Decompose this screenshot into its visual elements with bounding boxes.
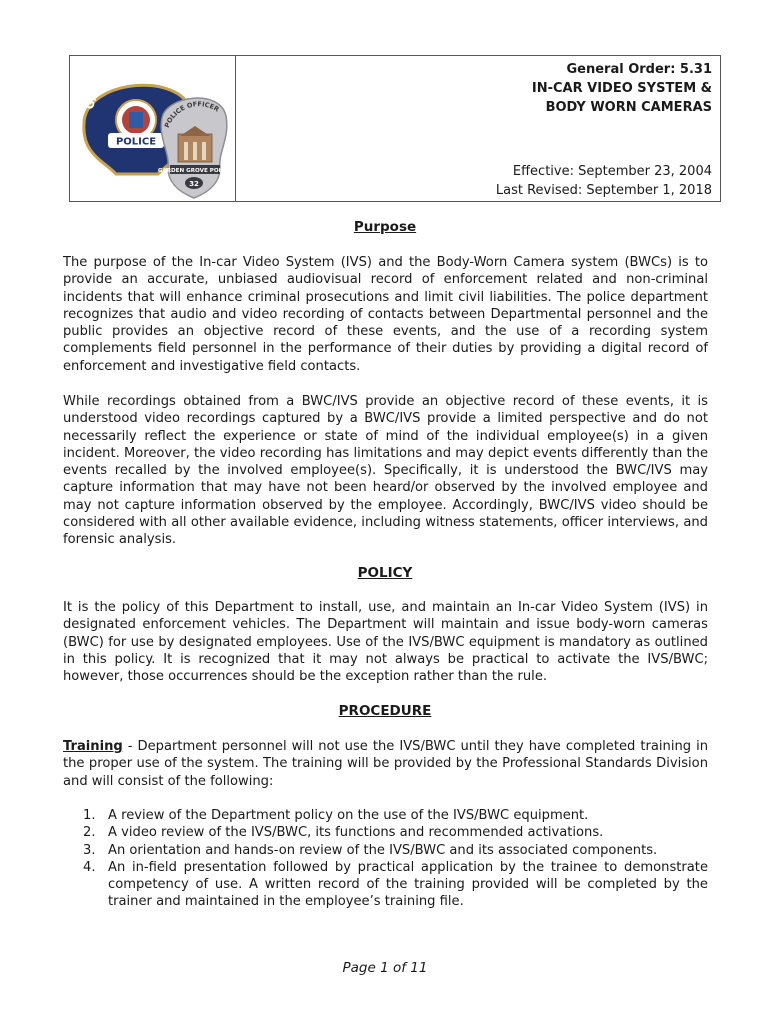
training-label: Training	[63, 739, 123, 754]
list-item-number: 3.	[83, 842, 96, 858]
department-logo	[70, 56, 236, 201]
effective-date: Effective: September 23, 2004	[512, 164, 712, 179]
training-text: - Department personnel will not use the IVS/BWC until they have completed training in the proper use of the system. The training will be provided by the Professional Standards Division and will consist of the following:	[63, 739, 708, 789]
patch-text-top: GARDEN GROVE	[82, 63, 177, 111]
order-dates	[496, 162, 712, 200]
training-paragraph	[63, 738, 708, 790]
purpose-paragraph-1: The purpose of the In-car Video System (IVS) and the Body-Worn Camera system (BWCs) is to provide an accurate, unbiased audiovisual record of enforcement related and non-criminal incidents that will enhance criminal prosecutions and limit civil liabilities. The police department recognizes that audio and video recording of contacts between Departmental personnel and the public provides an objective record of these events, and the use of a recording system complements field personnel in the performance of their duties by providing a digital record of enforcement and investigative field contacts.	[63, 255, 708, 374]
list-item-number: 4.	[83, 859, 96, 875]
list-item-text: An orientation and hands-on review of the IVS/BWC and its associated components.	[108, 842, 658, 858]
order-subject-line2: BODY WORN CAMERAS	[545, 100, 712, 115]
purpose-paragraph-2: While recordings obtained from a BWC/IVS provide an objective record of these events, it is understood video recordings captured by a BWC/IVS provide a limited perspective and do not necessarily reflect the experience or state of mind of the individual employee(s) in a given incident. Moreover, the video recording has limitations and may depict events differently than the events recalled by the involved employee(s). Specifically, it is understood the BWC/IVS may capture information that may have not been heard/or observed by the involved employee and may not capture information observed by the employee. Accordingly, BWC/IVS video should be considered with all other available evidence, including witness statements, officer interviews, and forensic analysis.	[63, 394, 708, 548]
list-item-number: 2.	[83, 825, 96, 841]
training-list	[83, 807, 708, 911]
page-number: Page 1 of 11	[342, 960, 428, 976]
list-item	[83, 807, 708, 824]
patch-text-bottom: POLICE	[115, 136, 157, 148]
policy-paragraph: It is the policy of this Department to install, use, and maintain an In-car Video System (IVS) in designated enforcement vehicles. The Department will maintain and issue body-worn cameras (BWC) for use by designated employees. Use of the IVS/BWC equipment is mandatory as outlined in this policy. It is recognized that it may not always be practical to activate the IVS/BWC; however, those occurrences should be the exception rather than the rule.	[63, 600, 708, 685]
list-item-number: 1.	[83, 808, 96, 823]
badge-text-bottom: GARDEN GROVE POLICE	[157, 168, 233, 174]
policy-heading: POLICY	[357, 565, 413, 581]
procedure-heading: PROCEDURE	[338, 703, 432, 719]
list-item	[83, 859, 708, 911]
order-subject-line1: IN-CAR VIDEO SYSTEM &	[531, 81, 712, 96]
order-title	[532, 60, 712, 117]
list-item	[83, 824, 708, 841]
purpose-heading: Purpose	[353, 219, 417, 235]
header-box	[69, 55, 721, 202]
order-number: General Order: 5.31	[566, 62, 712, 77]
police-patch-and-badge-icon	[70, 56, 235, 201]
list-item	[83, 842, 708, 859]
last-revised-date: Last Revised: September 1, 2018	[495, 183, 712, 198]
badge-number: 32	[189, 180, 199, 188]
list-item-text: A review of the Department policy on the use of the IVS/BWC equipment.	[108, 808, 589, 823]
list-item-text: An in-field presentation followed by practical application by the trainee to demonstrate competency of use. A written record of the training provided will be completed by the trainer and maintained in the employee’s training file.	[108, 859, 708, 910]
badge-text-top: POLICE OFFICER	[162, 100, 221, 129]
order-info	[236, 56, 720, 201]
list-item-text: A video review of the IVS/BWC, its functions and recommended activations.	[108, 825, 604, 841]
